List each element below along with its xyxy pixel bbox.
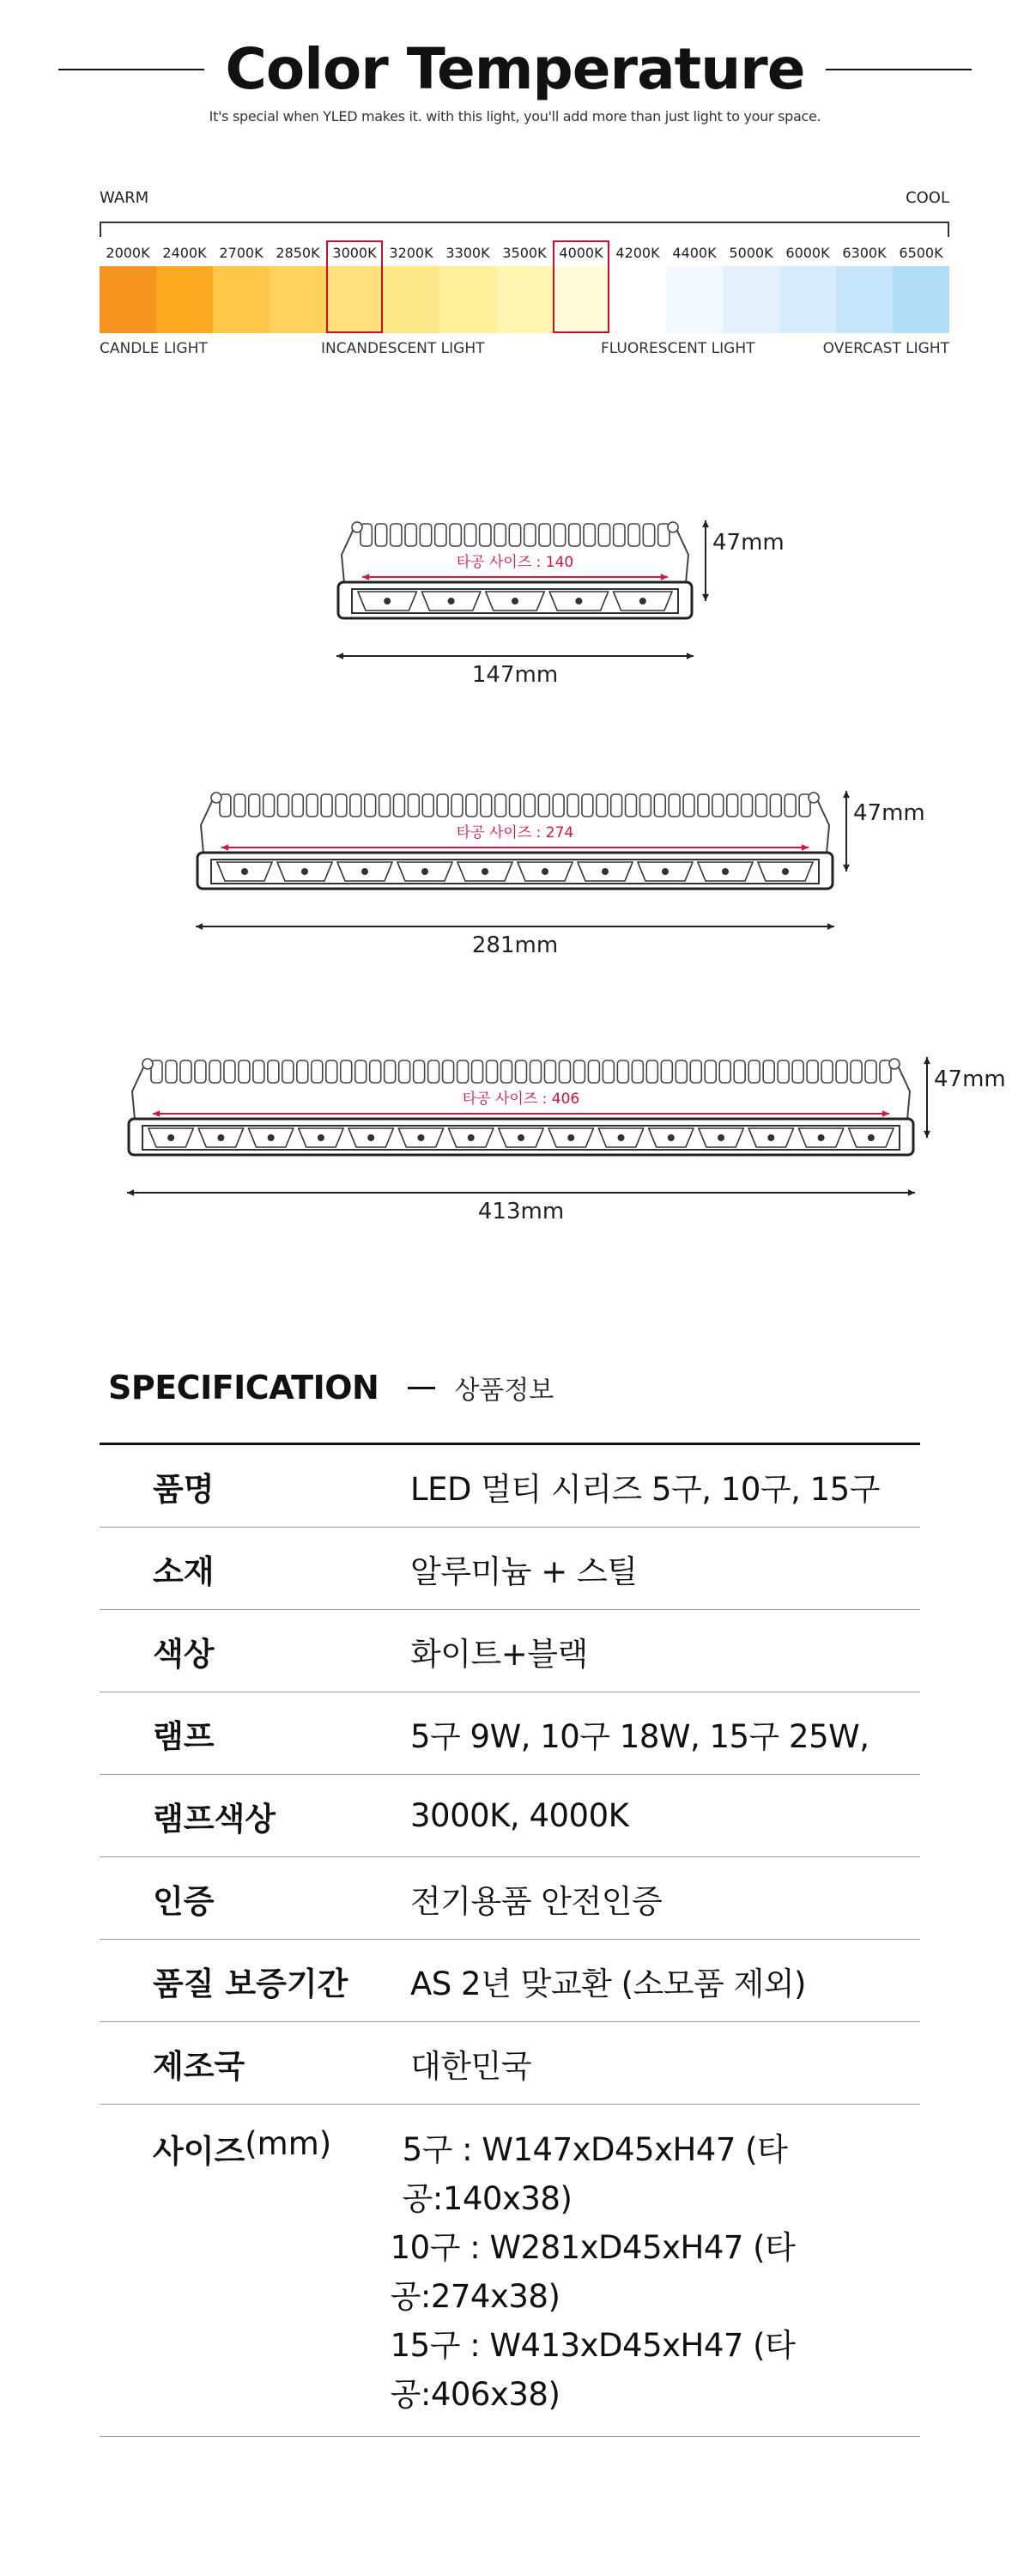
heat-sink-fin <box>264 794 275 817</box>
width-dimension-line-head <box>336 653 343 659</box>
spec-key-size <box>100 2105 391 2436</box>
heat-sink-fin <box>669 794 680 817</box>
cutout-label: 타공 사이즈 : 140 <box>456 554 574 571</box>
heat-sink-fin <box>394 794 405 817</box>
heat-sink-fin <box>719 1060 730 1083</box>
heat-sink-fin <box>748 1060 760 1083</box>
heat-sink-fin <box>569 524 580 546</box>
clip-screw <box>668 522 678 532</box>
heat-sink-fin <box>611 794 622 817</box>
heat-sink-fin <box>480 524 491 546</box>
heat-sink-fin <box>375 524 386 546</box>
led-emitter <box>722 868 729 875</box>
color-swatch <box>156 266 213 333</box>
led-emitter <box>718 1134 724 1141</box>
led-emitter <box>818 1134 825 1141</box>
color-swatch <box>666 266 723 333</box>
heat-sink-fin <box>524 524 536 546</box>
heat-sink-fin <box>494 524 506 546</box>
kelvin-label: 3500K <box>502 245 547 261</box>
led-emitter <box>301 868 308 875</box>
led-emitter <box>662 868 669 875</box>
heat-sink-fin <box>481 794 492 817</box>
heat-sink-fin <box>510 794 521 817</box>
kelvin-label: 4200K <box>615 245 660 261</box>
heat-sink-fin <box>466 794 477 817</box>
heat-sink-fin <box>588 1060 599 1083</box>
heat-sink-fin <box>278 794 289 817</box>
kelvin-label: 6000K <box>785 245 830 261</box>
heat-sink-fin <box>495 794 506 817</box>
heat-sink-fin <box>538 794 549 817</box>
color-swatch <box>609 266 666 333</box>
heat-sink-fin <box>195 1060 206 1083</box>
heat-sink-fin <box>654 794 665 817</box>
product-drawing-15 <box>0 1035 1030 1224</box>
heat-sink-fin <box>224 1060 235 1083</box>
led-emitter <box>542 868 548 875</box>
spec-key: 품질 보증기간 <box>153 1965 348 2002</box>
led-emitter <box>421 868 428 875</box>
height-dimension-line-head <box>702 520 709 527</box>
heat-sink-fin <box>582 794 593 817</box>
heat-sink-fin <box>778 1060 789 1083</box>
heat-sink-fin <box>422 794 433 817</box>
heat-sink-fin <box>428 1060 439 1083</box>
color-temperature-scale <box>100 189 949 366</box>
cutout-dimension-line-head <box>882 1110 889 1117</box>
kelvin-labels <box>100 240 949 266</box>
kelvin-label: 5000K <box>729 245 773 261</box>
color-swatches <box>100 266 949 333</box>
heat-sink-fin <box>712 794 724 817</box>
spec-row-lamp-color <box>100 1775 920 1857</box>
spec-dash <box>408 1387 435 1389</box>
title-row <box>0 34 1030 105</box>
color-swatch <box>100 266 156 333</box>
spec-key: 인증 <box>153 1882 215 1920</box>
scale-ends <box>100 189 949 210</box>
scale-bracket <box>100 222 949 237</box>
spec-row-color <box>100 1610 920 1692</box>
heat-sink-fin <box>524 794 535 817</box>
color-swatch <box>213 266 270 333</box>
heat-sink-fin <box>727 794 738 817</box>
heat-sink-fin <box>567 794 579 817</box>
heat-sink-fin <box>501 1060 512 1083</box>
heat-sink-fin <box>785 794 796 817</box>
heat-sink-fin <box>698 794 709 817</box>
led-emitter <box>639 598 646 605</box>
color-swatch <box>779 266 836 333</box>
heat-sink-fin <box>683 794 694 817</box>
heat-sink-fin <box>742 794 753 817</box>
width-label: 147mm <box>471 662 559 687</box>
heat-sink-fin <box>690 1060 701 1083</box>
kelvin-label: 2000K <box>106 245 150 261</box>
clip-screw <box>211 793 221 803</box>
heat-sink-fin <box>282 1060 294 1083</box>
heat-sink-fin <box>405 524 416 546</box>
cutout-label: 타공 사이즈 : 274 <box>456 824 574 841</box>
led-emitter <box>417 1134 424 1141</box>
highlight-box <box>326 240 383 333</box>
color-swatch <box>836 266 893 333</box>
spec-row-name <box>100 1445 920 1528</box>
spec-row-warranty <box>100 1940 920 2022</box>
drawing-svg-5 <box>0 498 1030 687</box>
led-emitter <box>268 1134 275 1141</box>
color-swatch <box>723 266 779 333</box>
heat-sink-fin <box>516 1060 527 1083</box>
heat-sink-fin <box>321 794 332 817</box>
size-line-15: 15구 : W413xD45xH47 (타공:406x38) <box>390 2327 796 2413</box>
drawing-svg-10 <box>0 769 1030 957</box>
width-dimension-line-head <box>687 653 694 659</box>
clip-screw <box>889 1059 900 1069</box>
heat-sink-fin <box>530 1060 541 1083</box>
spec-value: 화이트+블랙 <box>410 1635 588 1673</box>
heat-sink-fin <box>646 1060 657 1083</box>
heat-sink-fin <box>249 794 260 817</box>
led-emitter <box>868 1134 875 1141</box>
heat-sink-fin <box>792 1060 803 1083</box>
spec-value: AS 2년 맞교환 (소모품 제외) <box>410 1965 806 2002</box>
heat-sink-fin <box>297 1060 308 1083</box>
product-drawing-5 <box>0 498 1030 687</box>
kelvin-label: 6300K <box>842 245 887 261</box>
spec-key: 색상 <box>153 1635 215 1673</box>
title-rule-left <box>58 69 204 70</box>
height-label: 47mm <box>934 1066 1006 1092</box>
heat-sink-fin <box>450 524 461 546</box>
heat-sink-fin <box>350 794 361 817</box>
heat-sink-fin <box>472 1060 483 1083</box>
page-subtitle: It's special when YLED makes it. with this light, you'll add more than just light to your space. <box>209 108 821 125</box>
clip-screw <box>809 793 819 803</box>
heat-sink-fin <box>355 1060 367 1083</box>
heat-sink-fin <box>370 1060 381 1083</box>
spec-row-material <box>100 1528 920 1610</box>
heat-sink-fin <box>597 794 608 817</box>
led-emitter <box>367 1134 374 1141</box>
spec-value: 3000K, 4000K <box>410 1797 629 1834</box>
kelvin-label: 3300K <box>445 245 490 261</box>
heat-sink-fin <box>464 524 476 546</box>
heat-sink-fin <box>639 794 651 817</box>
spec-value: LED 멀티 시리즈 5구, 10구, 15구 <box>410 1470 880 1508</box>
spec-table <box>100 1443 920 2437</box>
heat-sink-fin <box>821 1060 833 1083</box>
heat-sink-fin <box>341 1060 352 1083</box>
spec-value: 전기용품 안전인증 <box>410 1882 663 1920</box>
heat-sink-fin <box>851 1060 862 1083</box>
spec-value: 대한민국 <box>410 2047 531 2085</box>
light-label-incandescent: INCANDESCENT LIGHT <box>321 340 485 357</box>
led-emitter <box>618 1134 625 1141</box>
spec-title: SPECIFICATION <box>108 1369 379 1406</box>
color-swatch <box>893 266 949 333</box>
led-emitter <box>668 1134 675 1141</box>
spec-title-kr: 상품정보 <box>454 1376 554 1406</box>
heat-sink-fin <box>379 794 391 817</box>
product-drawing-10 <box>0 769 1030 957</box>
light-label-fluorescent: FLUORESCENT LIGHT <box>601 340 755 357</box>
heat-sink-fin <box>437 794 448 817</box>
heat-sink-fin <box>399 1060 410 1083</box>
page-title: Color Temperature <box>225 36 805 102</box>
cool-label: COOL <box>906 189 949 207</box>
kelvin-label: 3000K <box>332 245 377 261</box>
heat-sink-fin <box>509 524 520 546</box>
heat-sink-fin <box>451 794 463 817</box>
heat-sink-fin <box>457 1060 469 1083</box>
led-emitter <box>241 868 248 875</box>
heat-sink-fin <box>836 1060 847 1083</box>
light-type-labels <box>100 340 949 366</box>
heat-sink-fin <box>584 524 595 546</box>
cutout-dimension-line-head <box>362 574 369 580</box>
drawing-svg-15 <box>0 1035 1030 1224</box>
heat-sink-fin <box>209 1060 221 1083</box>
width-dimension-line-head <box>196 923 203 930</box>
height-dimension-line-head <box>924 1057 930 1064</box>
size-line-5: 5구 : W147xD45xH47 (타공:140x38) <box>402 2131 788 2217</box>
heat-sink-fin <box>326 1060 337 1083</box>
led-emitter <box>512 598 518 605</box>
led-emitter <box>567 1134 574 1141</box>
width-label: 281mm <box>471 933 559 957</box>
warm-label: WARM <box>100 189 149 207</box>
width-label: 413mm <box>477 1199 565 1224</box>
height-dimension-line-head <box>843 865 850 872</box>
heat-sink-fin <box>755 794 766 817</box>
led-emitter <box>448 598 455 605</box>
spec-key: 램프 <box>153 1717 215 1755</box>
spec-header <box>108 1369 554 1406</box>
heat-sink-fin <box>420 524 431 546</box>
spec-row-size <box>100 2105 920 2437</box>
led-emitter <box>167 1134 174 1141</box>
kelvin-label: 4000K <box>559 245 603 261</box>
heat-sink-fin <box>544 1060 555 1083</box>
spec-row-certification <box>100 1857 920 1940</box>
width-dimension-line-head <box>827 923 834 930</box>
header <box>0 34 1030 125</box>
kelvin-label: 2400K <box>162 245 207 261</box>
heat-sink-fin <box>268 1060 279 1083</box>
led-emitter <box>384 598 391 605</box>
heat-sink-fin <box>539 524 550 546</box>
highlight-box <box>553 240 609 333</box>
size-key-label: 사이즈 <box>153 2133 245 2170</box>
heat-sink-fin <box>292 794 303 817</box>
heat-sink-fin <box>385 1060 396 1083</box>
height-dimension-line-head <box>924 1131 930 1138</box>
kelvin-label: 2700K <box>219 245 264 261</box>
heat-sink-fin <box>253 1060 264 1083</box>
spec-key: 품명 <box>153 1470 215 1508</box>
spec-key: 제조국 <box>153 2047 245 2085</box>
color-swatch <box>270 266 326 333</box>
kelvin-label: 3200K <box>389 245 433 261</box>
spec-key: 소재 <box>153 1552 215 1590</box>
color-swatch <box>496 266 553 333</box>
light-label-candle: CANDLE LIGHT <box>100 340 208 357</box>
led-emitter <box>361 868 368 875</box>
heat-sink-fin <box>414 1060 425 1083</box>
heat-sink-fin <box>336 794 347 817</box>
heat-sink-fin <box>705 1060 716 1083</box>
heat-sink-fin <box>239 1060 250 1083</box>
led-emitter <box>217 1134 224 1141</box>
heat-sink-fin <box>554 524 565 546</box>
heat-sink-fin <box>632 1060 643 1083</box>
size-line-10: 10구 : W281xD45xH47 (타공:274x38) <box>390 2229 796 2315</box>
led-emitter <box>602 868 609 875</box>
heat-sink-fin <box>614 524 625 546</box>
heat-sink-fin <box>487 1060 498 1083</box>
led-emitter <box>482 868 488 875</box>
cutout-label: 타공 사이즈 : 406 <box>462 1091 580 1108</box>
clip-screw <box>142 1059 153 1069</box>
led-emitter <box>782 868 789 875</box>
heat-sink-fin <box>676 1060 687 1083</box>
size-values <box>391 2105 920 2436</box>
heat-sink-fin <box>770 794 781 817</box>
heat-sink-fin <box>573 1060 585 1083</box>
cutout-dimension-line-head <box>221 844 228 851</box>
kelvin-label: 2850K <box>276 245 320 261</box>
title-rule-right <box>826 69 972 70</box>
kelvin-label: 4400K <box>672 245 717 261</box>
light-label-overcast: OVERCAST LIGHT <box>822 340 949 357</box>
led-emitter <box>468 1134 475 1141</box>
heat-sink-fin <box>408 794 419 817</box>
heat-sink-fin <box>306 794 318 817</box>
clip-screw <box>352 522 362 532</box>
color-swatch <box>383 266 439 333</box>
heat-sink-fin <box>166 1060 177 1083</box>
height-label: 47mm <box>853 800 925 826</box>
heat-sink-fin <box>312 1060 323 1083</box>
height-dimension-line-head <box>702 594 709 601</box>
kelvin-label: 6500K <box>899 245 943 261</box>
heat-sink-fin <box>626 794 637 817</box>
heat-sink-fin <box>661 1060 672 1083</box>
heat-sink-fin <box>553 794 564 817</box>
led-emitter <box>767 1134 774 1141</box>
heat-sink-fin <box>435 524 446 546</box>
cutout-dimension-line-head <box>802 844 809 851</box>
spec-row-origin <box>100 2022 920 2105</box>
heat-sink-fin <box>628 524 639 546</box>
led-emitter <box>518 1134 524 1141</box>
cutout-dimension-line-head <box>661 574 668 580</box>
height-dimension-line-head <box>843 791 850 798</box>
led-emitter <box>318 1134 324 1141</box>
heat-sink-fin <box>234 794 245 817</box>
width-dimension-line-head <box>127 1189 134 1196</box>
heat-sink-fin <box>443 1060 454 1083</box>
heat-sink-fin <box>391 524 402 546</box>
heat-sink-fin <box>617 1060 628 1083</box>
heat-sink-fin <box>365 794 376 817</box>
heat-sink-fin <box>643 524 654 546</box>
led-emitter <box>575 598 582 605</box>
heat-sink-fin <box>559 1060 570 1083</box>
heat-sink-fin <box>734 1060 745 1083</box>
width-dimension-line-head <box>908 1189 915 1196</box>
heat-sink-fin <box>180 1060 191 1083</box>
heat-sink-fin <box>865 1060 876 1083</box>
cutout-dimension-line-head <box>153 1110 160 1117</box>
heat-sink-fin <box>598 524 609 546</box>
spec-key: 램프색상 <box>153 1800 276 1838</box>
color-swatch <box>439 266 496 333</box>
heat-sink-fin <box>603 1060 614 1083</box>
heat-sink-fin <box>807 1060 818 1083</box>
spec-value: 5구 9W, 10구 18W, 15구 25W, <box>410 1717 869 1755</box>
height-label: 47mm <box>712 530 785 556</box>
spec-value: 알루미늄 + 스틸 <box>410 1552 638 1590</box>
heat-sink-fin <box>763 1060 774 1083</box>
size-key-unit: (mm) <box>245 2125 332 2162</box>
spec-row-lamp <box>100 1692 920 1775</box>
